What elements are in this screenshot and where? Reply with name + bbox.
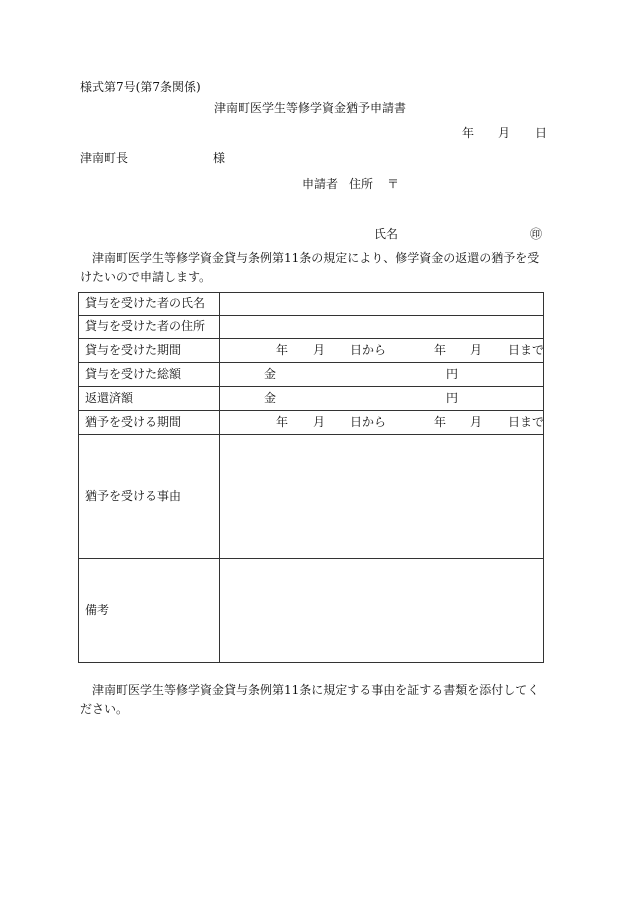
borrower-name-field[interactable] [220, 293, 544, 316]
seal-mark: ㊞ [530, 227, 543, 241]
deferment-period-field[interactable] [220, 411, 544, 435]
row-label: 貸与を受けた者の住所 [79, 316, 220, 339]
from-year-label: 年 [276, 342, 289, 357]
footer-note: 津南町医学生等修学資金貸与条例第11条に規定する事由を証する書類を添付してください。 [80, 683, 540, 717]
table-row [79, 363, 544, 387]
from-day-label: 日から [350, 414, 387, 429]
amount-prefix: 金 [264, 366, 277, 381]
table-row [79, 559, 544, 663]
borrower-address-field[interactable] [220, 316, 544, 339]
row-label: 貸与を受けた期間 [79, 339, 220, 363]
table-row [79, 435, 544, 559]
to-month-label: 月 [470, 414, 483, 429]
deferment-reason-field[interactable] [220, 435, 544, 559]
intro-paragraph: 津南町医学生等修学資金貸与条例第11条の規定により、修学資金の返還の猶予を受けたいので申請します。 [80, 251, 540, 285]
to-day-label: 日まで [508, 414, 545, 429]
total-loan-amount-field[interactable] [220, 363, 544, 387]
loan-period-field[interactable] [220, 339, 544, 363]
repaid-amount-field[interactable] [220, 387, 544, 411]
to-month-label: 月 [470, 342, 483, 357]
from-month-label: 月 [313, 414, 326, 429]
row-label: 貸与を受けた者の氏名 [79, 293, 220, 316]
addressee: 津南町長 [80, 151, 129, 165]
from-month-label: 月 [313, 342, 326, 357]
to-day-label: 日まで [508, 342, 545, 357]
date-month-label: 月 [498, 126, 511, 140]
form-number: 様式第7号(第7条関係) [80, 80, 201, 94]
row-label: 猶予を受ける事由 [79, 435, 220, 559]
remarks-field[interactable] [220, 559, 544, 663]
row-label: 返還済額 [79, 387, 220, 411]
address-label: 住所 [349, 177, 374, 191]
table-row [79, 411, 544, 435]
from-day-label: 日から [350, 342, 387, 357]
honorific: 様 [213, 151, 226, 165]
row-label: 猶予を受ける期間 [79, 411, 220, 435]
table-row [79, 339, 544, 363]
table-row [79, 387, 544, 411]
amount-suffix: 円 [446, 366, 459, 381]
name-label: 氏名 [374, 227, 399, 241]
applicant-label: 申請者 [302, 177, 339, 191]
document-title: 津南町医学生等修学資金猶予申請書 [214, 101, 407, 115]
row-label: 貸与を受けた総額 [79, 363, 220, 387]
to-year-label: 年 [434, 414, 447, 429]
amount-prefix: 金 [264, 390, 277, 405]
amount-suffix: 円 [446, 390, 459, 405]
table-row [79, 316, 544, 339]
to-year-label: 年 [434, 342, 447, 357]
date-day-label: 日 [535, 126, 548, 140]
application-table [78, 292, 544, 663]
row-label: 備考 [79, 559, 220, 663]
date-year-label: 年 [462, 126, 475, 140]
table-row [79, 293, 544, 316]
from-year-label: 年 [276, 414, 289, 429]
postal-mark: 〒 [387, 177, 400, 191]
